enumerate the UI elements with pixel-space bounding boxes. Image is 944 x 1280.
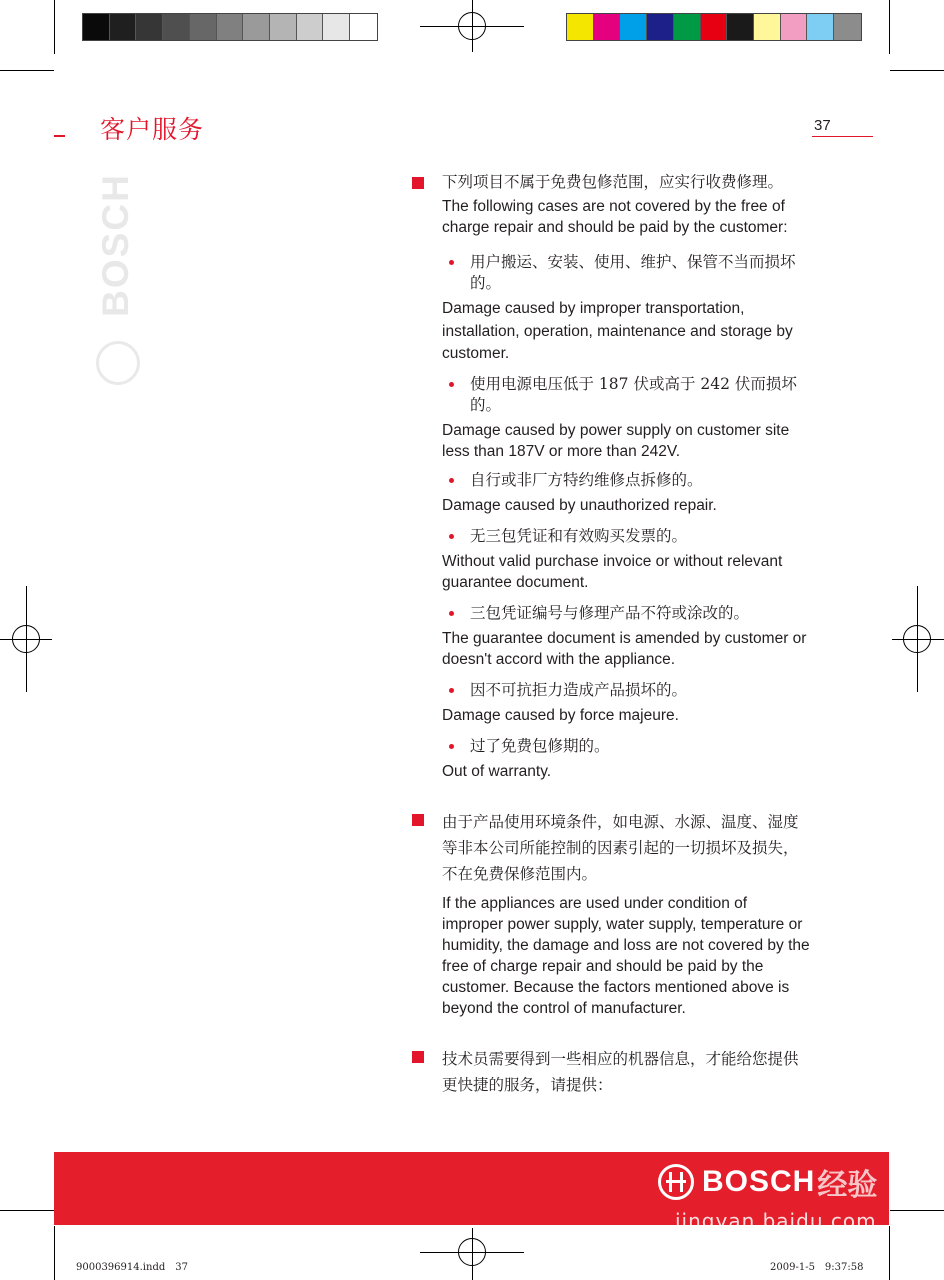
item-text-en: Without valid purchase invoice or without relevant guarantee document.: [442, 552, 783, 591]
list-item: [442, 680, 810, 726]
side-brand-logo: BOSCH: [95, 173, 136, 317]
color-swatch: [136, 14, 163, 40]
color-swatch: [217, 14, 244, 40]
color-swatch: [297, 14, 324, 40]
item-text-zh: 因不可抗拒力造成产品损坏的。: [470, 680, 688, 699]
list-item: [442, 526, 810, 593]
item-text-zh: 自行或非厂方特约维修点拆修的。: [470, 470, 703, 489]
list-item: [442, 736, 810, 782]
color-swatch: [834, 14, 861, 40]
color-swatch: [83, 14, 110, 40]
list-item: [442, 603, 810, 670]
color-swatch: [350, 14, 377, 40]
item-text-en: Damage caused by power supply on customer site less than 187V or more than 242V.: [442, 421, 790, 460]
red-square-bullet-icon: [412, 814, 424, 826]
title-accent-dash: [54, 135, 65, 137]
color-swatch: [727, 14, 754, 40]
section-heading-zh: 由于产品使用环境条件，如电源、水源、温度、湿度等非本公司所能控制的因素引起的一切损坏及损失，不在免费保修范围内。: [442, 812, 799, 883]
page-title: 客户服务: [100, 115, 205, 144]
color-swatch: [807, 14, 834, 40]
color-swatch: [674, 14, 701, 40]
process-color-bar: [566, 13, 862, 41]
color-swatch: [243, 14, 270, 40]
item-text-en: Damage caused by unauthorized repair.: [442, 496, 717, 514]
item-text-zh: 三包凭证编号与修理产品不符或涂改的。: [470, 603, 750, 622]
item-text-en: Damage caused by force majeure.: [442, 706, 679, 724]
red-dot-bullet-icon: [449, 478, 454, 483]
red-square-bullet-icon: [412, 1051, 424, 1063]
section-body-en: If the appliances are used under condition of improper power supply, water supply, temperature or humidity, the damage and loss are not covered by the free of charge repair and should be paid by the customer. Because the factors mentioned above is beyond the control of manufacturer.: [442, 894, 810, 1017]
list-item: [442, 470, 810, 516]
red-dot-bullet-icon: [449, 611, 454, 616]
warranty-content: [410, 172, 810, 1098]
section-heading-zh: 技术员需要得到一些相应的机器信息，才能给您提供更快捷的服务，请提供：: [442, 1049, 799, 1094]
section-environment: [410, 809, 810, 1019]
red-dot-bullet-icon: [449, 534, 454, 539]
item-text-en: Damage caused by improper transportation, installation, operation, maintenance and storage by customer.: [442, 300, 793, 362]
item-text-zh: 用户搬运、安装、使用、维护、保管不当而损坏的。: [470, 253, 796, 292]
item-text-zh: 使用电源电压低于 187 伏或高于 242 伏而损坏的。: [470, 374, 797, 414]
slug-date-info: 2009-1-5 9:37:58: [770, 1262, 864, 1273]
bosch-emblem-icon: [658, 1164, 694, 1200]
red-dot-bullet-icon: [449, 382, 454, 387]
color-swatch: [190, 14, 217, 40]
color-swatch: [620, 14, 647, 40]
color-swatch: [781, 14, 808, 40]
red-dot-bullet-icon: [449, 744, 454, 749]
section-not-covered: [410, 172, 810, 782]
page-number: 37: [814, 117, 831, 134]
color-swatch: [754, 14, 781, 40]
watermark-text: 经验: [817, 1168, 878, 1203]
color-swatch: [567, 14, 594, 40]
list-item: [442, 374, 810, 462]
page-number-rule: [812, 136, 873, 137]
slug-file-info: 9000396914.indd 37: [76, 1262, 188, 1273]
item-text-zh: 过了免费包修期的。: [470, 736, 610, 755]
color-swatch: [594, 14, 621, 40]
color-swatch: [647, 14, 674, 40]
bosch-emblem-icon: [96, 341, 140, 385]
item-text-en: Out of warranty.: [442, 762, 552, 780]
item-text-en: The guarantee document is amended by customer or doesn't accord with the appliance.: [442, 629, 807, 668]
color-swatch: [701, 14, 728, 40]
section-heading-zh: 下列项目不属于免费包修范围，应实行收费修理。: [442, 173, 784, 191]
list-item: [442, 252, 810, 366]
footer-brand-name: BOSCH: [702, 1165, 816, 1198]
footer-brand-logo: [658, 1162, 877, 1202]
red-square-bullet-icon: [412, 177, 424, 189]
color-swatch: [270, 14, 297, 40]
red-dot-bullet-icon: [449, 688, 454, 693]
color-swatch: [323, 14, 350, 40]
section-technician-info: [410, 1046, 810, 1098]
gray-color-bar: [82, 13, 378, 41]
item-text-zh: 无三包凭证和有效购买发票的。: [470, 526, 688, 545]
color-swatch: [163, 14, 190, 40]
color-swatch: [110, 14, 137, 40]
red-dot-bullet-icon: [449, 260, 454, 265]
watermark-url: jingyan.baidu.com: [675, 1209, 877, 1233]
section-heading-en: The following cases are not covered by the free of charge repair and should be paid by the customer:: [442, 198, 788, 236]
